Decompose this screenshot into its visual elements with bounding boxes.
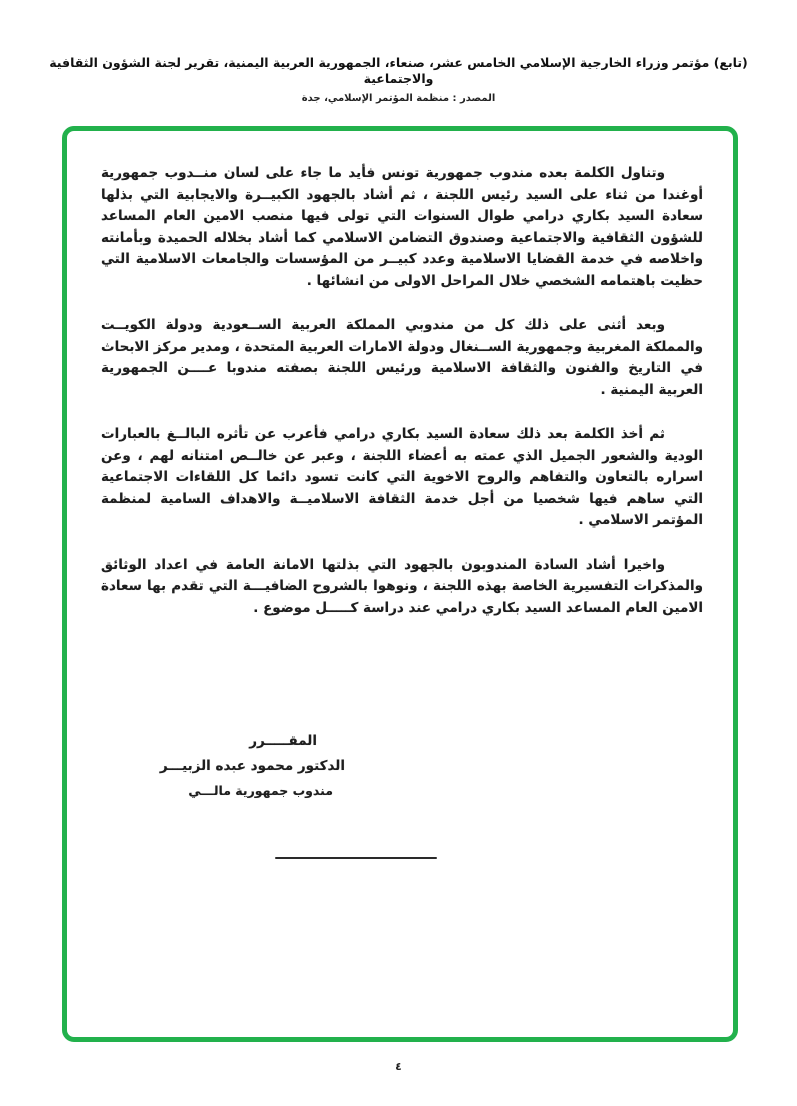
paragraph: وتناول الكلمة بعده مندوب جمهورية تونس فأيد ما جاء على لسان منــدوب جمهورية أوغندا من ثناء على السيد رئيس اللجنة ، ثم أشاد بالجهود الكبيــرة والايجابية التي بذلها سعادة السيد بكاري درامي طوال السنوات التي تولى فيها منصب الامين العام المساعد للشؤون الثقافية والاجتماعية وصندوق التضامن الاسلامي كما أشاد بخلاله الحميدة وبأمانته واخلاصه في خدمة القضايا الاسلامية وعدد كبيــر من المؤسسات والجامعات الاسلامية التي حظيت باهتمامه الشخصي خلال المراحل الاولى من انشائها . [101,165,703,289]
signature-delegate: مندوب جمهورية مالـــي [188,783,333,798]
caption-source: المصدر : منظمة المؤتمر الإسلامي، جدة [301,93,496,104]
document-body [101,163,703,642]
caption-title: (تابع) مؤتمر وزراء الخارجية الإسلامي الخامس عشر، صنعاء، الجمهورية العربية اليمنية، تقرير لجنة الشؤون الثقافية والاجتماعية [49,55,748,86]
paragraph: وبعد أثنى على ذلك كل من مندوبي المملكة العربية الســعودية ودولة الكويــت والمملكة المغربية وجمهورية الســنغال ودولة الامارات العربية المتحدة ، ومدير مركز الابحاث في التاريخ والفنون والثقافة الاسلامية ورئيس اللجنة بصفته مندوبا عــــن الجمهورية العربية اليمنية . [101,317,703,398]
paragraph: واخيرا أشاد السادة المندوبون بالجهود التي بذلتها الامانة العامة في اعداد الوثائق والمذكرات التفسيرية الخاصة بهذه اللجنة ، ونوهوا بالشروح الضافيـــة التي تقدم بها سعادة الامين العام المساعد السيد بكاري درامي عند دراسة كـــــل موضوع . [101,556,703,616]
caption [40,55,757,104]
scan-highlight-frame [62,126,738,1042]
signature-line [275,857,437,859]
paragraph: ثم أخذ الكلمة بعد ذلك سعادة السيد بكاري درامي فأعرب عن تأثره البالــغ بالعبارات الودية والشعور الجميل الذي عمته به أعضاء اللجنة ، وعبر عن خالــص امتنانه لهم ، وعن اسراره بالتعاون والتفاهم والروح الاخوية التي كانت تسود دائما كل اللقاءات الاجتماعية التي ساهم فيها شخصيا من أجل خدمة الثقافة الاسلاميــة والاهداف السامية لمنظمة المؤتمر الاسلامي . [101,426,703,528]
page-number: ٤ [395,1060,402,1073]
signature-name: الدكتور محمود عبده الزبيـــر [159,758,345,774]
signature-role: المقـــــرر [249,733,317,749]
signature-block [160,733,345,798]
